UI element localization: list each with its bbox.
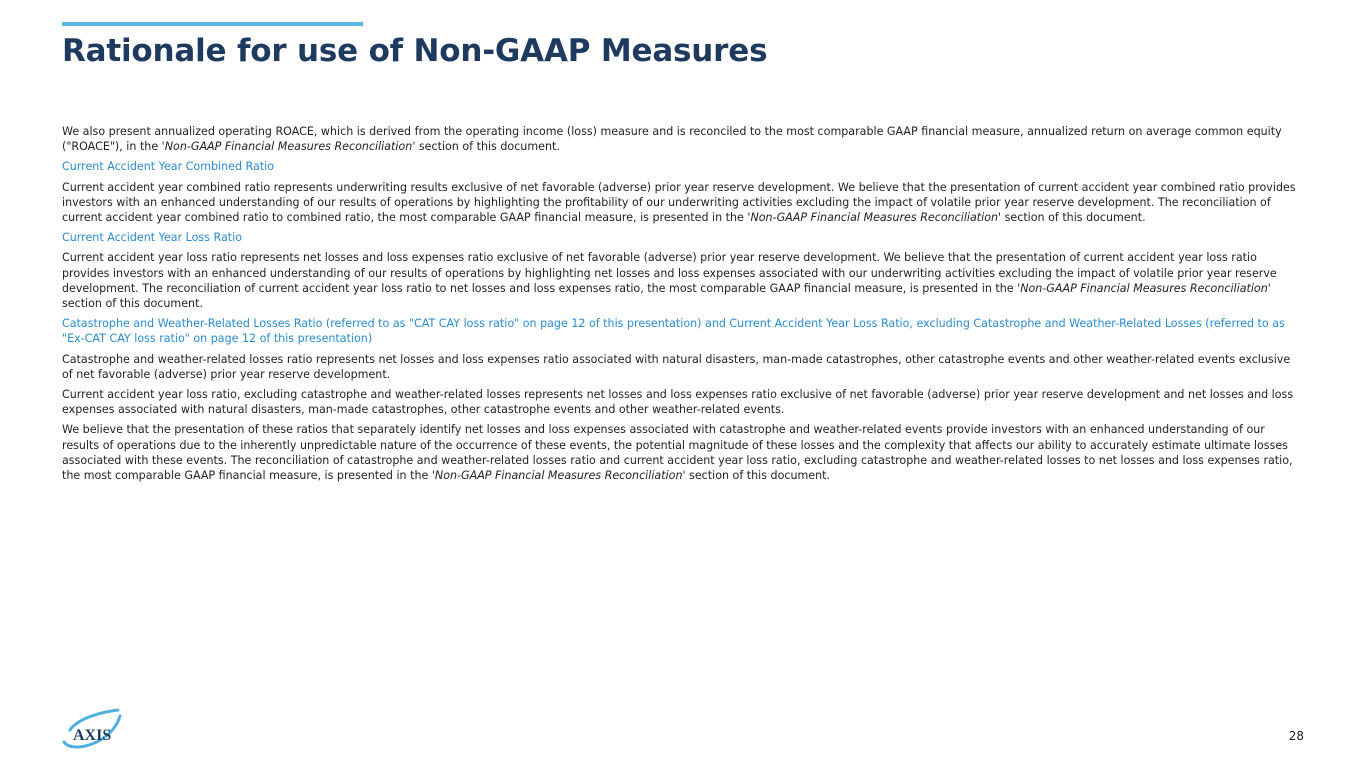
section-heading-cat-ratios: Catastrophe and Weather-Related Losses Ratio (referred to as "CAT CAY loss ratio" on page 12 of this presentation) and Current Accident Year Loss Ratio, excluding Catastrophe and Weather-Related Losses (referred to as "Ex-CAT CAY loss ratio" on page 12 of this presentation) [62, 317, 1285, 346]
page-title: Rationale for use of Non-GAAP Measures [62, 33, 768, 69]
section-paragraph-cay-loss-ratio: Current accident year loss ratio represents net losses and loss expenses ratio exclusive of net favorable (adverse) prior year reserve development. We believe that the presentation of current accident year loss ratio provides investors with an enhanced understanding of our results of operations by highlighting net losses and loss expenses associated with our underwriting activities excluding the impact of volatile prior year reserve development. The reconciliation of current accident year loss ratio to net losses and loss expenses ratio, the most comparable GAAP financial measure, is presented in the 'Non-GAAP Financial Measures Reconciliation' section of this document. [62, 251, 1277, 311]
axis-logo [60, 708, 124, 750]
section-paragraph-cat-rationale: We believe that the presentation of these ratios that separately identify net losses and loss expenses associated with catastrophe and weather-related events provide investors with an enhanced understanding of our results of operations due to the inherently unpredictable nature of the occurrence of these events, the potential magnitude of these losses and the complexity that affects our ability to accurately estimate ultimate losses associated with these events. The reconciliation of catastrophe and weather-related losses ratio and current accident year loss ratio, excluding catastrophe and weather-related losses to net losses and loss expenses ratio, the most comparable GAAP financial measure, is presented in the 'Non-GAAP Financial Measures Reconciliation' section of this document. [62, 423, 1293, 483]
section-heading-cay-combined-ratio: Current Accident Year Combined Ratio [62, 160, 275, 174]
section-heading-cay-loss-ratio: Current Accident Year Loss Ratio [62, 231, 242, 245]
page-number: 28 [1288, 729, 1304, 743]
section-paragraph-cat-definition: Catastrophe and weather-related losses ratio represents net losses and loss expenses ratio associated with natural disasters, man-made catastrophes, other catastrophe events and other weather-related events exclusive of net favorable (adverse) prior year reserve development. [62, 352, 1291, 381]
reconciliation-reference: Non-GAAP Financial Measures Reconciliation [750, 211, 999, 225]
content-body [62, 124, 1304, 488]
title-accent-bar [62, 22, 363, 26]
section-paragraph-cay-combined-ratio: Current accident year combined ratio represents underwriting results exclusive of net favorable (adverse) prior year reserve development. We believe that the presentation of current accident year combined ratio provides investors with an enhanced understanding of our results of operations by highlighting the profitability of our underwriting activities excluding the impact of volatile prior year reserve development. The reconciliation of current accident year combined ratio to combined ratio, the most comparable GAAP financial measure, is presented in the 'Non-GAAP Financial Measures Reconciliation' section of this document. [62, 180, 1296, 225]
section-paragraph-excat-definition: Current accident year loss ratio, excluding catastrophe and weather-related losses represents net losses and loss expenses ratio exclusive of net favorable (adverse) prior year reserve development and net losses and loss expenses associated with natural disasters, man-made catastrophes, other catastrophe events and other weather-related events. [62, 388, 1294, 417]
intro-paragraph: We also present annualized operating ROACE, which is derived from the operating income (loss) measure and is reconciled to the most comparable GAAP financial measure, annualized return on average common equity ("ROACE"), in the 'Non-GAAP Financial Measures Reconciliation' section of this document. [62, 125, 1282, 154]
reconciliation-reference: Non-GAAP Financial Measures Reconciliation [1020, 281, 1268, 295]
axis-logo-text: AXIS [73, 727, 112, 744]
reconciliation-reference: Non-GAAP Financial Measures Reconciliation [434, 469, 683, 483]
reconciliation-reference: Non-GAAP Financial Measures Reconciliation [164, 140, 413, 154]
